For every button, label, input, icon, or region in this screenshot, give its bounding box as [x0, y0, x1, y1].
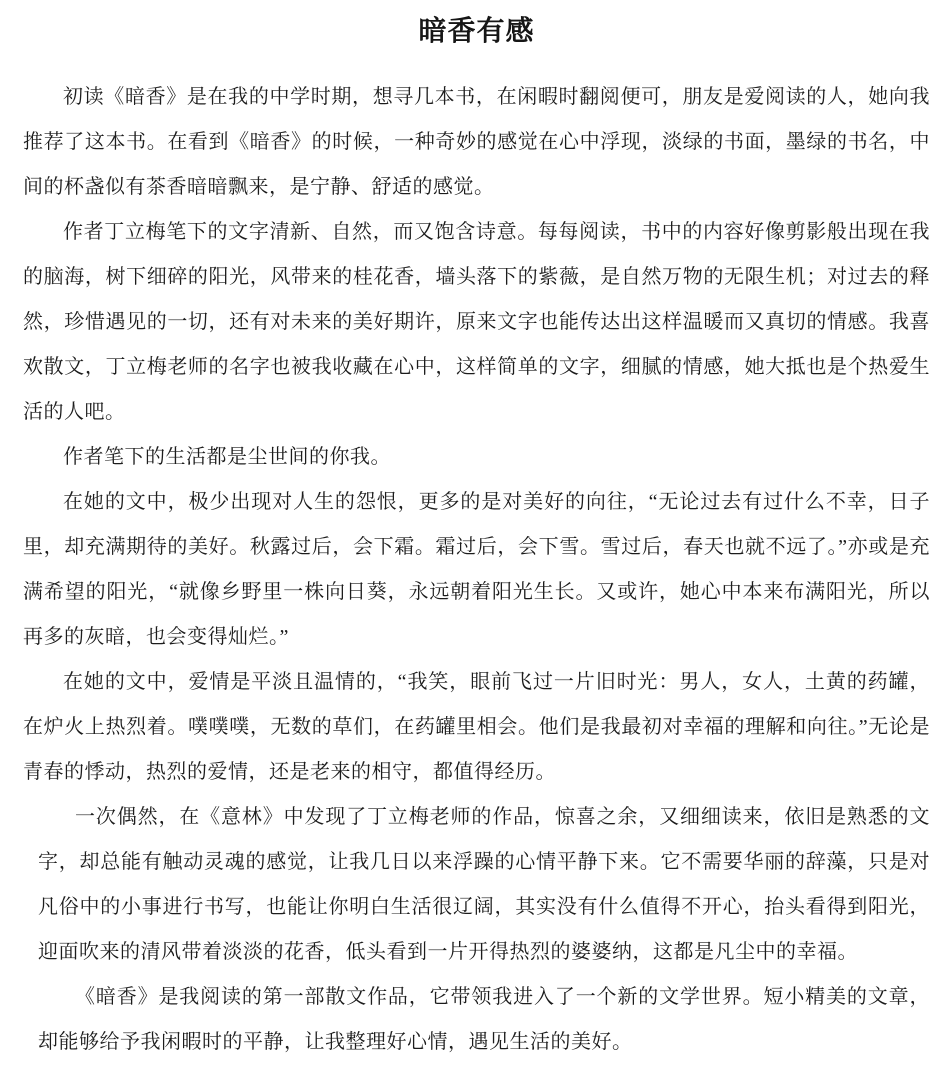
paragraph: 初读《暗香》是在我的中学时期，想寻几本书，在闲暇时翻阅便可，朋友是爱阅读的人，她向我推荐了这本书。在看到《暗香》的时候，一种奇妙的感觉在心中浮现，淡绿的书面，墨绿的书名，中间的杯盏似有茶香暗暗飘来，是宁静、舒适的感觉。 [23, 86, 930, 198]
paragraph: 一次偶然，在《意林》中发现了丁立梅老师的作品，惊喜之余，又细细读来，依旧是熟悉的文字，却总能有触动灵魂的感觉，让我几日以来浮躁的心情平静下来。它不需要华丽的辞藻，只是对凡俗中的小事进行书写，也能让你明白生活很辽阔，其实没有什么值得不开心，抬头看得到阳光，迎面吹来的清风带着淡淡的花香，低头看到一片开得热烈的婆婆纳，这都是凡尘中的幸福。 [38, 806, 930, 963]
document-body [23, 75, 930, 1065]
paragraph: 《暗香》是我阅读的第一部散文作品，它带领我进入了一个新的文学世界。短小精美的文章，却能够给予我闲暇时的平静，让我整理好心情，遇见生活的美好。 [38, 986, 930, 1053]
paragraph: 在她的文中，极少出现对人生的怨恨，更多的是对美好的向往，“无论过去有过什么不幸，日子里，却充满期待的美好。秋露过后，会下霜。霜过后，会下雪。雪过后，春天也就不远了。”亦或是充满希望的阳光，“就像乡野里一株向日葵，永远朝着阳光生长。又或许，她心中本来布满阳光，所以再多的灰暗，也会变得灿烂。” [23, 491, 930, 648]
document-title: 暗香有感 [418, 16, 535, 47]
paragraph: 在她的文中，爱情是平淡且温情的，“我笑，眼前飞过一片旧时光：男人，女人，土黄的药罐，在炉火上热烈着。噗噗噗，无数的草们，在药罐里相会。他们是我最初对幸福的理解和向往。”无论是青春的悸动，热烈的爱情，还是老来的相守，都值得经历。 [23, 671, 930, 783]
paragraph: 作者笔下的生活都是尘世间的你我。 [63, 446, 391, 468]
paragraph: 作者丁立梅笔下的文字清新、自然，而又饱含诗意。每每阅读，书中的内容好像剪影般出现在我的脑海，树下细碎的阳光，风带来的桂花香，墙头落下的紫薇，是自然万物的无限生机；对过去的释然，珍惜遇见的一切，还有对未来的美好期许，原来文字也能传达出这样温暖而又真切的情感。我喜欢散文，丁立梅老师的名字也被我收藏在心中，这样简单的文字，细腻的情感，她大抵也是个热爱生活的人吧。 [23, 221, 930, 423]
